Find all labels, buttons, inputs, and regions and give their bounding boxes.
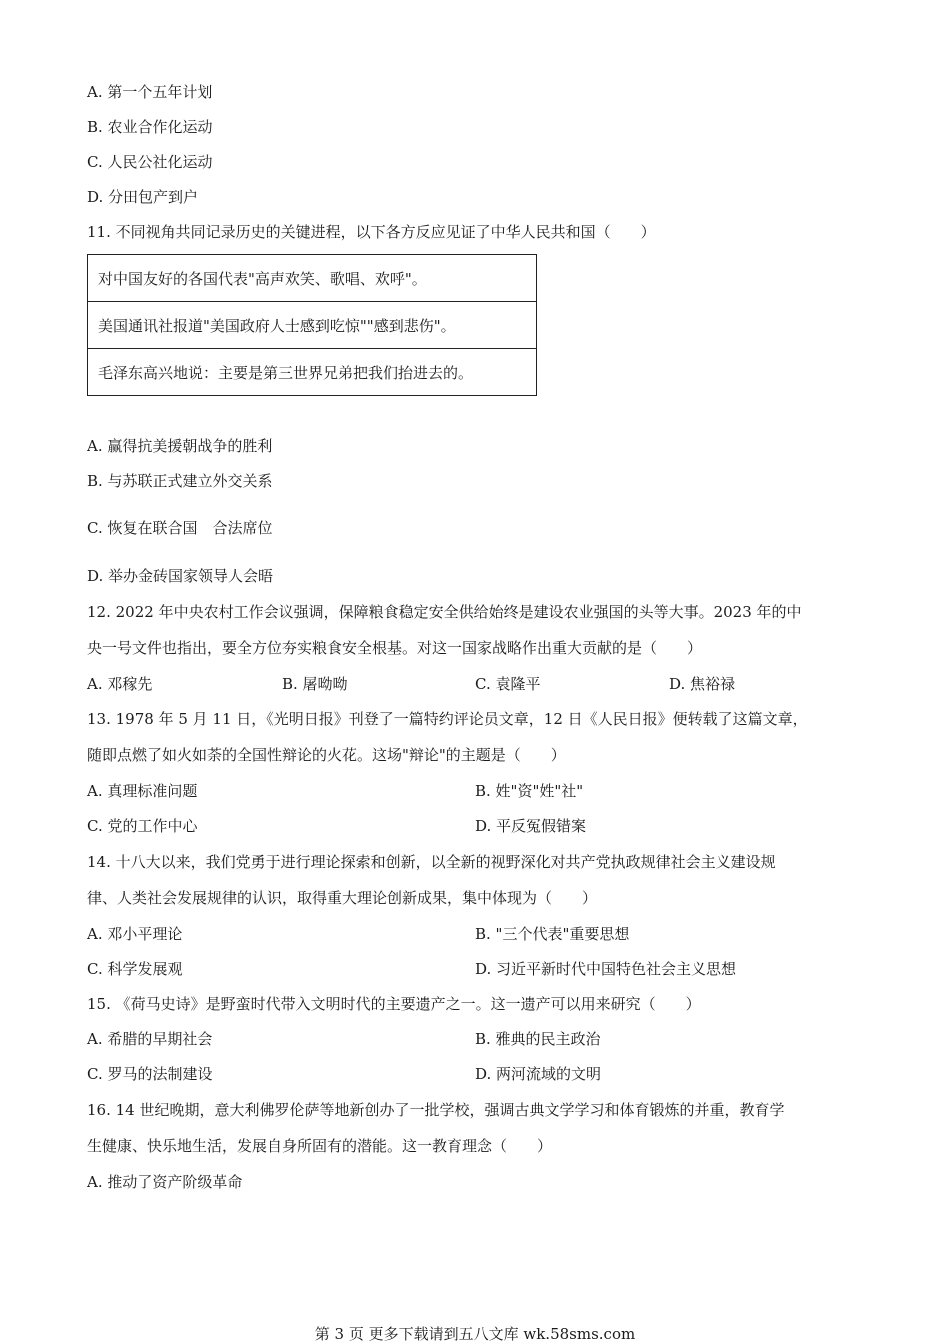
q13-stem-line-2: 随即点燃了如火如荼的全国性辩论的火花。这场"辩论"的主题是（ ）: [87, 746, 566, 764]
q10-option-c: C. 人民公社化运动: [87, 153, 213, 171]
q14-option-c: C. 科学发展观: [87, 960, 183, 978]
q16-option-a: A. 推动了资产阶级革命: [87, 1173, 243, 1191]
table-cell: 毛泽东高兴地说：主要是第三世界兄弟把我们抬进去的。: [88, 349, 537, 396]
q13-option-b: B. 姓"资"姓"社": [475, 782, 584, 800]
q15-option-c: C. 罗马的法制建设: [87, 1065, 213, 1083]
q12-option-b: B. 屠呦呦: [282, 675, 348, 693]
q10-option-a: A. 第一个五年计划: [87, 83, 213, 101]
q10-option-b: B. 农业合作化运动: [87, 118, 213, 136]
q15-option-a: A. 希腊的早期社会: [87, 1030, 213, 1048]
q10-option-d: D. 分田包产到户: [87, 188, 199, 206]
q11-stem: 11. 不同视角共同记录历史的关键进程，以下各方反应见证了中华人民共和国（ ）: [87, 223, 656, 241]
q14-stem-line-2: 律、人类社会发展规律的认识，取得重大理论创新成果，集中体现为（ ）: [87, 889, 598, 907]
q15-option-b: B. 雅典的民主政治: [475, 1030, 601, 1048]
q11-source-table: [87, 254, 537, 396]
q12-option-c: C. 袁隆平: [475, 675, 541, 693]
q11-option-b: B. 与苏联正式建立外交关系: [87, 472, 273, 490]
table-row: [88, 255, 537, 302]
q15-stem: 15. 《荷马史诗》是野蛮时代带入文明时代的主要遗产之一。这一遗产可以用来研究（ ）: [87, 995, 701, 1013]
q14-option-a: A. 邓小平理论: [87, 925, 183, 943]
q13-option-a: A. 真理标准问题: [87, 782, 198, 800]
page-footer: 第 3 页 更多下载请到五八文库 wk.58sms.com: [314, 1325, 636, 1343]
q14-option-b: B. "三个代表"重要思想: [475, 925, 630, 943]
q14-stem-line-1: 14. 十八大以来，我们党勇于进行理论探索和创新，以全新的视野深化对共产党执政规律社会主义建设规: [87, 853, 776, 871]
table-cell: 对中国友好的各国代表"高声欢笑、歌唱、欢呼"。: [88, 255, 537, 302]
q13-stem-line-1: 13. 1978 年 5 月 11 日，《光明日报》刊登了一篇特约评论员文章，12 日《人民日报》便转载了这篇文章，: [87, 710, 808, 728]
table-row: [88, 349, 537, 396]
q13-option-d: D. 平反冤假错案: [475, 817, 587, 835]
q11-option-a: A. 赢得抗美援朝战争的胜利: [87, 437, 273, 455]
q12-option-d: D. 焦裕禄: [669, 675, 736, 693]
q16-stem-line-1: 16. 14 世纪晚期，意大利佛罗伦萨等地新创办了一批学校，强调古典文学学习和体育锻炼的并重，教育学: [87, 1101, 785, 1119]
q12-option-a: A. 邓稼先: [87, 675, 153, 693]
table-cell: 美国通讯社报道"美国政府人士感到吃惊""感到悲伤"。: [88, 302, 537, 349]
q12-stem-line-1: 12. 2022 年中央农村工作会议强调，保障粮食稳定安全供给始终是建设农业强国的头等大事。2023 年的中: [87, 603, 802, 621]
q13-option-c: C. 党的工作中心: [87, 817, 198, 835]
q14-option-d: D. 习近平新时代中国特色社会主义思想: [475, 960, 737, 978]
q16-stem-line-2: 生健康、快乐地生活，发展自身所固有的潜能。这一教育理念（ ）: [87, 1137, 553, 1155]
q15-option-d: D. 两河流域的文明: [475, 1065, 602, 1083]
table-row: [88, 302, 537, 349]
q12-stem-line-2: 央一号文件也指出，要全方位夯实粮食安全根基。对这一国家战略作出重大贡献的是（ ）: [87, 639, 703, 657]
q11-option-d: D. 举办金砖国家领导人会晤: [87, 567, 274, 585]
q11-option-c: C. 恢复在联合国 合法席位: [87, 519, 273, 537]
